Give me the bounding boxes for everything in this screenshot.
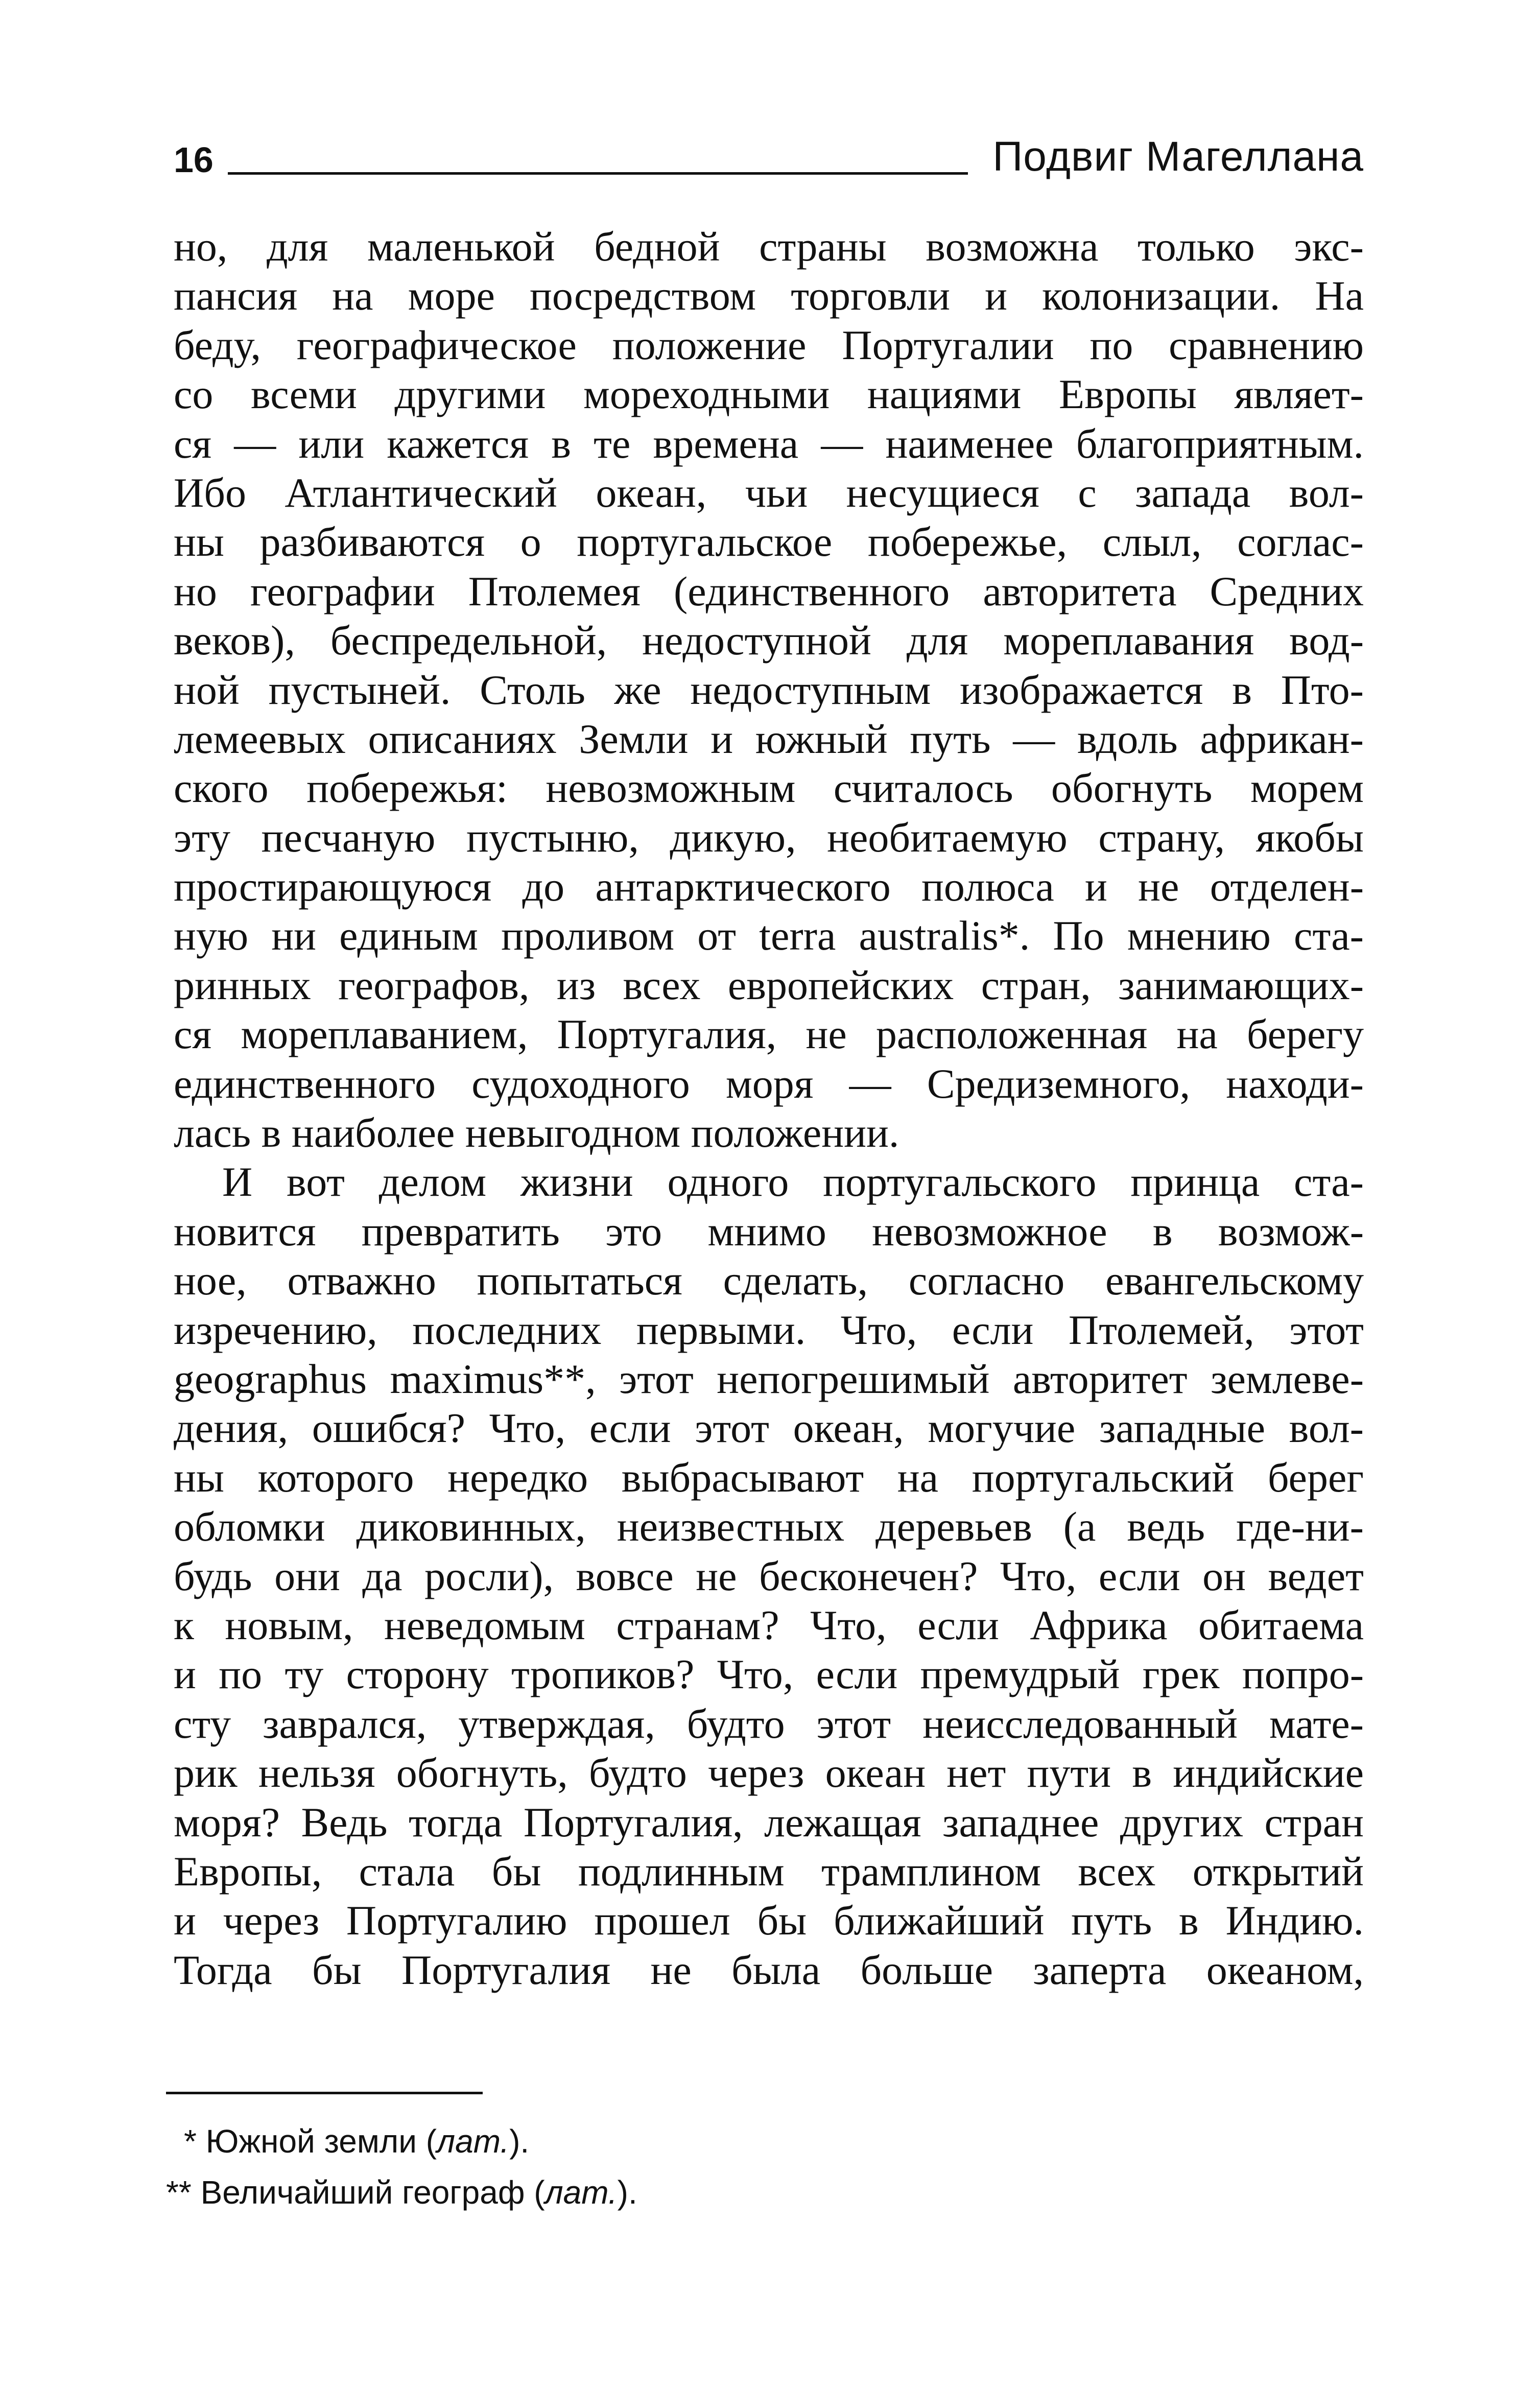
footnotes [166,2116,1205,2218]
text-line: но географии Птолемея (единственного авторитета Средних [174,568,1364,614]
text-line: моря? Ведь тогда Португалия, лежащая западнее других стран [174,1799,1364,1846]
text-line: новится превратить это мнимо невозможное в возмож- [174,1208,1364,1255]
text-line: ского побережья: невозможным считалось обогнуть морем [174,765,1364,812]
paragraph-end-line: лась в наиболее невыгодном положении. [174,1109,899,1156]
paragraph-start-line: И вот делом жизни одного португальского принца ста- [222,1158,1364,1205]
text-line: рик нельзя обогнуть, будто через океан нет пути в индийские [174,1749,1364,1796]
text-line: и по ту сторону тропиков? Что, если премудрый грек попро- [174,1651,1364,1698]
footnote-2 [166,2167,1205,2218]
footnote-paren-open: ( [425,2123,437,2160]
footnote-text: Величайший географ [200,2174,525,2211]
text-line: ной пустыней. Столь же недоступным изображается в Пто- [174,666,1364,713]
text-line: ся — или кажется в те времена — наименее благоприятным. [174,420,1364,467]
footnote-separator [166,2092,483,2094]
text-line: но, для маленькой бедной страны возможна только экс- [174,223,1364,270]
footnote-paren-close: ). [509,2123,530,2160]
page-number: 16 [174,140,214,180]
footnote-paren-close: ). [617,2174,637,2211]
text-line: и через Португалию прошел бы ближайший путь в Индию. [174,1897,1364,1944]
footnote-language: лат. [544,2174,618,2211]
running-head [174,134,1364,178]
footnote-paren-open: ( [534,2174,545,2211]
text-line: веков), беспредельной, недоступной для мореплавания вод- [174,617,1364,664]
text-line: простирающуюся до антарктического полюса и не отделен- [174,863,1364,910]
text-line: обломки диковинных, неизвестных деревьев (а ведь где-ни- [174,1503,1364,1550]
footnote-marker: * [184,2123,197,2160]
text-line: ное, отважно попытаться сделать, согласно евангельскому [174,1257,1364,1304]
header-rule [228,172,968,175]
text-line: будь они да росли), вовсе не бесконечен? Что, если он ведет [174,1552,1364,1599]
body-text [174,222,1364,1995]
text-line: беду, географическое положение Португалии по сравнению [174,321,1364,368]
text-line: ны разбиваются о португальское побережье, слыл, соглас- [174,518,1364,565]
text-line: сту заврался, утверждая, будто этот неисследованный мате- [174,1700,1364,1747]
text-line: ную ни единым проливом от terra australis*. По мнению ста- [174,912,1364,959]
text-line: ринных географов, из всех европейских стран, занимающих- [174,961,1364,1008]
text-line: ся мореплаванием, Португалия, не расположенная на берегу [174,1011,1364,1058]
text-line: Ибо Атлантический океан, чьи несущиеся с запада вол- [174,469,1364,516]
footnote-text: Южной земли [205,2123,417,2160]
text-line: изречению, последних первыми. Что, если Птолемей, этот [174,1306,1364,1353]
footnote-marker: ** [166,2174,192,2211]
footnote-1 [184,2116,1205,2167]
text-line: дения, ошибся? Что, если этот океан, могучие западные вол- [174,1405,1364,1452]
text-line: к новым, неведомым странам? Что, если Африка обитаема [174,1601,1364,1648]
text-line: со всеми другими мореходными нациями Европы являет- [174,371,1364,418]
text-line: Европы, стала бы подлинным трамплином всех открытий [174,1848,1364,1895]
text-line: лемеевых описаниях Земли и южный путь — вдоль африкан- [174,715,1364,762]
book-title: Подвиг Магеллана [992,133,1364,180]
text-line: пансия на море посредством торговли и колонизации. На [174,272,1364,319]
text-line: ны которого нередко выбрасывают на португальский берег [174,1454,1364,1501]
footnote-language: лат. [437,2123,510,2160]
text-line: эту песчаную пустыню, дикую, необитаемую страну, якобы [174,814,1364,861]
text-line: единственного судоходного моря — Средиземного, находи- [174,1060,1364,1107]
text-line: Тогда бы Португалия не была больше заперта океаном, [174,1946,1364,1993]
text-line: geographus maximus**, этот непогрешимый авторитет землеве- [174,1355,1364,1402]
